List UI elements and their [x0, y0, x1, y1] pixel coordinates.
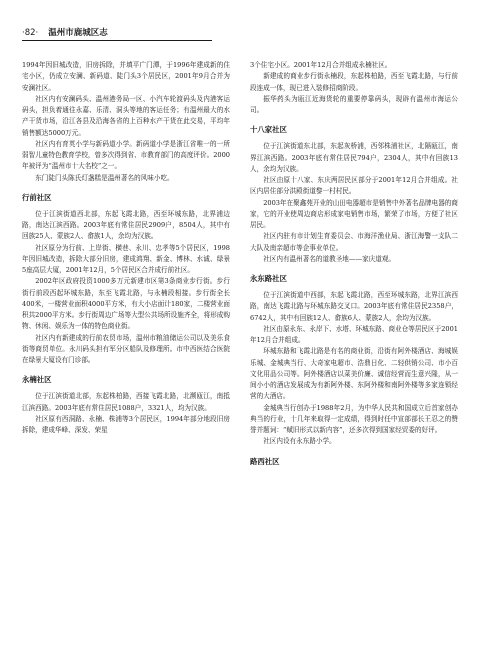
book-title: 温州市鹿城区志	[48, 28, 108, 38]
paragraph: 2002年区政府投资1000多万元新建市区第3条商业步行街。步行街行前段西起环城东路，东至飞霞北路，与永楠段相接。步行街全长400米，一楼营业面积4000平方米，有大小店面计180家，二楼营业面积共2000平方米。步行街周边广场等大型公共场所设施齐全，将形成购物、休闲、娱乐为一体的特色商业街。	[22, 277, 230, 331]
paragraph: 位于江滨街道东北部，东起灰桥浦，西邻株浦社区，北隔瓯江，南界江滨西路。2003年底有常住居民794户，2304人，其中有回族13人，余均为汉族。	[250, 142, 458, 173]
paragraph: 社区内有新建成的行前农贸市场，温州市粮油储运公司以及美乐食街等商贸单位。永川码头担有军分区船队及修理所。市中西医结合医院在绿景大厦设有门诊部。	[22, 333, 230, 364]
paragraph: 社区原有西洞路、永楠、株浦等3个居民区，1994年部分地段旧房拆除，建成华峰、深发、荣星	[22, 414, 230, 434]
left-column	[22, 60, 230, 436]
paragraph: 3个住宅小区。2001年12月合并组成永楠社区。	[250, 61, 392, 69]
page-number: ·82·	[22, 28, 39, 38]
paragraph: 位于江滨街道中西部，东起飞霞北路，西至环城东路，北界江滨西路，南达飞霞北路与环城东路交叉口。2003年底有常住居民2358户，6742人，其中有回族12人、畲族6人、蒙族2人，余均为汉族。	[250, 291, 458, 322]
section-heading: 永楠社区	[22, 375, 52, 385]
running-header	[22, 26, 460, 38]
paragraph: 社区内设有永东路小学。	[263, 437, 336, 446]
paragraph: 位于江滨街道西北部，东起飞霞北路，西至环城东路，北界浦边路，南达江滨西路。2003年底有常住居民2909户，8504人，其中有回族25人、蒙族2人、畲族1人，余均为汉族。	[22, 209, 230, 241]
section-heading: 永东路社区	[250, 274, 287, 283]
paragraph: 新建成的商业步行街永楠段，东起株柏路，西至飞霞北路，与行前段连成一体，现已进入装修招商阶段。	[250, 72, 458, 92]
paragraph: 2003年在聚鑫苑开业的山田电器超市是销售中外著名品牌电器的商家，它的开业使周边商店形成家电销售市场，繁荣了市场，方便了社区居民。	[250, 198, 458, 229]
paragraph: 社区由原永东、永岸下、水塔、环城东路、商业仓等居民区于2001年12月合并组成。	[250, 324, 458, 344]
section-heading: 路西社区	[250, 456, 280, 466]
right-column	[250, 60, 458, 473]
paragraph: 金城典当行创办于1988年2月，为中华人民共和国成立后首家创办典当的行业，十几年来取得一定成绩，得到时任中宣部部长王忍之的赞誉并题词：“赋旧形式以新内容”，还多次得到国家经贸委的好评。	[250, 403, 458, 434]
paragraph: 社区由原十八家、东庆两居民区部分于2001年12月合并组成。社区内居住部分洪殿街道黎一村村民。	[250, 176, 458, 196]
paragraph: 振华药头为瓯江近海货轮的重要停靠码头，现辟有温州市海运公司。	[250, 94, 458, 114]
paragraph: 社区内有育英小学与新码道小学。新码道小学是浙江省唯一的一所弱智儿童特色教育学校，曾多次得到省、市教育部门的高度评价。2000年被评为“温州市十大名校”之一。	[22, 139, 230, 171]
paragraph: 社区原分为行前、上岸街、横巷、永川、忠孝等5个居民区，1998年因旧城改造，拆除大部分旧房，建成鸿翔、新金、博林、水诚、绿景5座高层大厦，2001年12月，5个居民区合并成行前社区。	[22, 243, 230, 274]
paragraph: 社区内驻有市计划生育委员会、市海洋渔业局、浙江海警一支队二大队及南亲超市等企事业单位。	[250, 232, 458, 252]
paragraph: 位于江滨街道北部，东起株柏路，西接飞霞北路，北濒瓯江，南抵江滨西路。2003年底有常住居民1088户，3321人，均为汉族。	[22, 392, 230, 412]
paragraph: 社区内有温州著名的道教圣地——家庆道观。	[263, 254, 396, 263]
paragraph: 1994年因旧城改造，旧房拆除，并填平广门潭，于1996年建成新的住宅小区，仍成立安澜、新码道、陡门头3个居民区，2001年9月合并为安澜社区。	[22, 61, 230, 92]
header-divider	[22, 40, 212, 41]
section-heading: 十八家社区	[250, 125, 287, 135]
paragraph: 东门陡门头陈氏灯盏糕是温州著名的风味小吃。	[35, 173, 174, 182]
paragraph: 环城东路和飞霞北路是有名的商业街，沿街有阿外楼酒店、海城娱乐城、金城典当行、大奇家电超市、浩鼎日化、二轻供销公司、市小百文化用品公司等。阿外楼酒店以菜美价廉、诚信经营而生意兴隆，从一间小小的酒店发展成为有新阿外楼、东阿外楼和南阿外楼等多家连锁经营的大酒店。	[250, 347, 458, 401]
paragraph: 社区内有安澜码头、温州港务局一区、小汽车轮渡码头及内港客运码头，担负着通往永嘉、乐清、洞头等地的客运任务；有温州最大的水产干货市场，沿江各县及沿海各省的上百种水产干货在此交易，平均年销售额达5000万元。	[22, 94, 230, 137]
section-heading: 行前社区	[22, 192, 52, 202]
